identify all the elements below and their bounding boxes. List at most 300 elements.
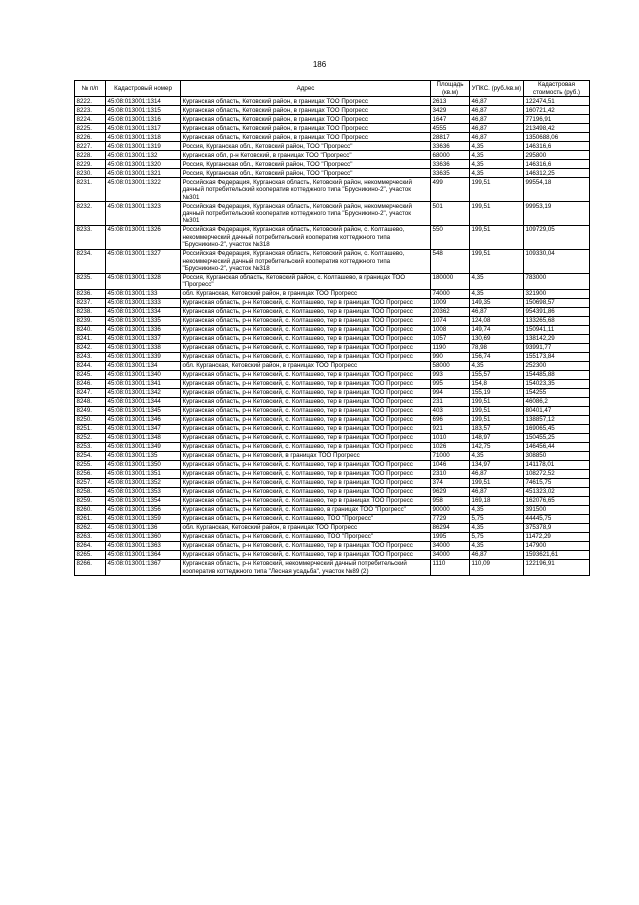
cell-cadastral-number: 45:08:013001:1337 xyxy=(106,335,181,344)
cell-num: 8231. xyxy=(75,178,106,202)
cell-num: 8241. xyxy=(75,335,106,344)
cell-num: 8238. xyxy=(75,308,106,317)
cell-upks: 4,35 xyxy=(470,151,524,160)
cell-address: Российская Федерация, Курганская область, Кетовский район, с. Колташево, некоммерческий дачный потребительский кооператив коттеджного типа "Брусникино-2", участок №318 xyxy=(181,249,431,273)
header-upks: УПКС. (руб./кв.м) xyxy=(470,81,524,97)
cell-num: 8260. xyxy=(75,506,106,515)
table-row xyxy=(75,249,590,273)
cell-cadastral-cost: 391500 xyxy=(524,506,590,515)
cell-num: 8264. xyxy=(75,542,106,551)
cell-cadastral-number: 45:08:013001:1339 xyxy=(106,353,181,362)
cell-area: 1190 xyxy=(431,344,470,353)
cell-address: Курганская область, р-н Кетовский, с. Колташево, тер в границах ТОО Прогресс xyxy=(181,461,431,470)
cell-upks: 124,08 xyxy=(470,317,524,326)
cell-cadastral-cost: 122474,51 xyxy=(524,97,590,106)
cell-upks: 199,51 xyxy=(470,407,524,416)
cell-cadastral-cost: 295800 xyxy=(524,151,590,160)
table-row xyxy=(75,308,590,317)
cell-area: 1010 xyxy=(431,434,470,443)
table-row xyxy=(75,524,590,533)
cell-cadastral-cost: 169065,45 xyxy=(524,425,590,434)
table-row xyxy=(75,497,590,506)
cell-cadastral-cost: 954391,86 xyxy=(524,308,590,317)
cell-cadastral-cost: 122196,91 xyxy=(524,560,590,576)
cell-address: Курганская область, р-н Кетовский, с. Колташево, тер в границах ТОО Прогресс xyxy=(181,488,431,497)
cell-area: 2613 xyxy=(431,97,470,106)
cell-upks: 46,87 xyxy=(470,551,524,560)
cell-address: Курганская область, р-н Кетовский, с. Колташево, тер в границах ТОО Прогресс xyxy=(181,389,431,398)
cell-cadastral-cost: 133265,68 xyxy=(524,317,590,326)
cell-upks: 4,35 xyxy=(470,452,524,461)
cell-cadastral-cost: 93991,77 xyxy=(524,344,590,353)
cell-cadastral-cost: 11472,29 xyxy=(524,533,590,542)
cell-cadastral-cost: 1593621,61 xyxy=(524,551,590,560)
cell-area: 33636 xyxy=(431,160,470,169)
cell-cadastral-number: 45:08:013001:1340 xyxy=(106,371,181,380)
table-row xyxy=(75,470,590,479)
cell-address: Курганская область, Кетовский район, в границах ТОО Прогресс xyxy=(181,124,431,133)
cell-area: 548 xyxy=(431,249,470,273)
table-row xyxy=(75,169,590,178)
table-row xyxy=(75,560,590,576)
cell-num: 8263. xyxy=(75,533,106,542)
cell-cadastral-cost: 99953,19 xyxy=(524,202,590,226)
cell-num: 8256. xyxy=(75,470,106,479)
cell-cadastral-number: 45:08:013001:1320 xyxy=(106,160,181,169)
cell-upks: 5,75 xyxy=(470,515,524,524)
cell-address: Курганская область, р-н Кетовский, с. Колташево, тер в границах ТОО Прогресс xyxy=(181,443,431,452)
cell-address: Курганская область, р-н Кетовский, с. Колташево, тер в границах ТОО Прогресс xyxy=(181,380,431,389)
cell-area: 1046 xyxy=(431,461,470,470)
cell-upks: 4,35 xyxy=(470,169,524,178)
cell-num: 8239. xyxy=(75,317,106,326)
cell-area: 1057 xyxy=(431,335,470,344)
cell-address: Курганская область, р-н Кетовский, в границах ТОО Прогресс xyxy=(181,452,431,461)
cell-upks: 169,18 xyxy=(470,497,524,506)
cell-cadastral-cost: 80401,47 xyxy=(524,407,590,416)
cell-cadastral-cost: 321900 xyxy=(524,290,590,299)
table-row xyxy=(75,479,590,488)
cell-address: Курганская область, р-н Кетовский, с. Колташево, тер в границах ТОО Прогресс xyxy=(181,434,431,443)
table-row xyxy=(75,299,590,308)
cell-num: 8258. xyxy=(75,488,106,497)
cell-area: 1009 xyxy=(431,299,470,308)
cell-num: 8250. xyxy=(75,416,106,425)
cell-cadastral-cost: 252300 xyxy=(524,362,590,371)
cell-cadastral-number: 45:08:013001:1321 xyxy=(106,169,181,178)
cell-upks: 156,74 xyxy=(470,353,524,362)
cell-area: 696 xyxy=(431,416,470,425)
cell-cadastral-number: 45:08:013001:1356 xyxy=(106,506,181,515)
cell-area: 1995 xyxy=(431,533,470,542)
cell-area: 34000 xyxy=(431,542,470,551)
table-row xyxy=(75,434,590,443)
table-row xyxy=(75,226,590,250)
cell-num: 8237. xyxy=(75,299,106,308)
cell-area: 2310 xyxy=(431,470,470,479)
cell-num: 8248. xyxy=(75,398,106,407)
cell-num: 8255. xyxy=(75,461,106,470)
cell-num: 8259. xyxy=(75,497,106,506)
cell-num: 8222. xyxy=(75,97,106,106)
cell-cadastral-cost: 109330,04 xyxy=(524,249,590,273)
cell-num: 8240. xyxy=(75,326,106,335)
cell-cadastral-number: 45:08:013001:1353 xyxy=(106,488,181,497)
cell-num: 8251. xyxy=(75,425,106,434)
cell-cadastral-number: 45:08:013001:1336 xyxy=(106,326,181,335)
cell-num: 8236. xyxy=(75,290,106,299)
cell-area: 1026 xyxy=(431,443,470,452)
cell-area: 86294 xyxy=(431,524,470,533)
header-cadastral-number: Кадастровый номер xyxy=(106,81,181,97)
cell-address: обл. Курганская, Кетовский район, в границах ТОО Прогресс xyxy=(181,290,431,299)
cell-upks: 4,35 xyxy=(470,160,524,169)
page-number: 186 xyxy=(312,60,327,69)
cell-area: 1647 xyxy=(431,115,470,124)
table-row xyxy=(75,425,590,434)
cell-address: Курганская область, р-н Кетовский, с. Колташево, тер в границах ТОО Прогресс xyxy=(181,470,431,479)
cell-num: 8227. xyxy=(75,142,106,151)
cell-area: 28817 xyxy=(431,133,470,142)
cell-area: 994 xyxy=(431,389,470,398)
table-row xyxy=(75,106,590,115)
cell-address: Курганская область, р-н Кетовский, с. Колташево, тер в границах ТОО Прогресс xyxy=(181,371,431,380)
table-row xyxy=(75,452,590,461)
cell-area: 499 xyxy=(431,178,470,202)
cell-cadastral-number: 45:08:013001:1346 xyxy=(106,416,181,425)
cell-cadastral-number: 45:08:013001:1359 xyxy=(106,515,181,524)
cell-address: Российская Федерация, Курганская область, Кетовский район, с. Колташево, некоммерческий дачный потребительский кооператив коттеджного типа "Брусникино-2", участок №318 xyxy=(181,226,431,250)
table-row xyxy=(75,115,590,124)
table-row xyxy=(75,389,590,398)
cell-upks: 4,35 xyxy=(470,542,524,551)
cell-cadastral-cost: 213498,42 xyxy=(524,124,590,133)
cell-address: Россия, Курганская обл., Кетовский район, ТОО "Прогресс" xyxy=(181,160,431,169)
cell-upks: 4,35 xyxy=(470,362,524,371)
cell-cadastral-cost: 77196,91 xyxy=(524,115,590,124)
cell-upks: 4,35 xyxy=(470,524,524,533)
cell-cadastral-number: 45:08:013001:1333 xyxy=(106,299,181,308)
cell-area: 231 xyxy=(431,398,470,407)
cell-cadastral-number: 45:08:013001:135 xyxy=(106,452,181,461)
cell-area: 33635 xyxy=(431,169,470,178)
table-body xyxy=(75,97,590,576)
cell-cadastral-cost: 138142,29 xyxy=(524,335,590,344)
cell-cadastral-cost: 146312,25 xyxy=(524,169,590,178)
cell-upks: 199,51 xyxy=(470,178,524,202)
table-row xyxy=(75,488,590,497)
cell-address: Курганская область, р-н Кетовский, некоммерческий дачный потребительский кооператив коттеджного типа "Лесная усадьба", участок №89 (2) xyxy=(181,560,431,576)
cell-cadastral-number: 45:08:013001:1341 xyxy=(106,380,181,389)
cell-address: обл. Курганская, Кетовский район, в границах ТОО Прогресс xyxy=(181,362,431,371)
cell-upks: 199,51 xyxy=(470,202,524,226)
cell-num: 8228. xyxy=(75,151,106,160)
cell-upks: 4,35 xyxy=(470,273,524,289)
cell-num: 8245. xyxy=(75,371,106,380)
table-row xyxy=(75,461,590,470)
cell-cadastral-cost: 108272,52 xyxy=(524,470,590,479)
cell-address: Курганская область, Кетовский район, в границах ТОО Прогресс xyxy=(181,106,431,115)
cell-address: Курганская область, р-н Кетовский, с. Колташево, тер в границах ТОО Прогресс xyxy=(181,407,431,416)
cell-area: 180000 xyxy=(431,273,470,289)
cell-cadastral-number: 45:08:013001:1317 xyxy=(106,124,181,133)
cell-cadastral-number: 45:08:013001:132 xyxy=(106,151,181,160)
cell-upks: 46,87 xyxy=(470,488,524,497)
cell-area: 958 xyxy=(431,497,470,506)
cell-upks: 199,51 xyxy=(470,226,524,250)
cell-num: 8225. xyxy=(75,124,106,133)
cell-num: 8232. xyxy=(75,202,106,226)
header-area: Площадь (кв.м) xyxy=(431,81,470,97)
cell-area: 990 xyxy=(431,353,470,362)
cell-area: 58000 xyxy=(431,362,470,371)
cell-num: 8247. xyxy=(75,389,106,398)
cell-cadastral-cost: 150455,25 xyxy=(524,434,590,443)
header-num: № п/п xyxy=(75,81,106,97)
cell-upks: 148,97 xyxy=(470,434,524,443)
cell-num: 8261. xyxy=(75,515,106,524)
table-header xyxy=(75,81,590,97)
cell-upks: 46,87 xyxy=(470,308,524,317)
table-row xyxy=(75,202,590,226)
cell-cadastral-number: 45:08:013001:1351 xyxy=(106,470,181,479)
header-row xyxy=(75,81,590,97)
cell-area: 90000 xyxy=(431,506,470,515)
cell-cadastral-number: 45:08:013001:1363 xyxy=(106,542,181,551)
cell-upks: 199,51 xyxy=(470,479,524,488)
cell-address: Курганская область, Кетовский район, в границах ТОО Прогресс xyxy=(181,115,431,124)
cell-cadastral-cost: 99554,18 xyxy=(524,178,590,202)
cell-num: 8249. xyxy=(75,407,106,416)
cell-cadastral-number: 45:08:013001:1345 xyxy=(106,407,181,416)
cell-num: 8235. xyxy=(75,273,106,289)
cell-num: 8234. xyxy=(75,249,106,273)
cell-cadastral-number: 45:08:013001:1322 xyxy=(106,178,181,202)
table-row xyxy=(75,371,590,380)
cell-address: Курганская область, р-н Кетовский, с. Колташево, тер в границах ТОО Прогресс xyxy=(181,398,431,407)
cell-address: Курганская область, р-н Кетовский, с. Колташево, тер в границах ТОО Прогресс xyxy=(181,479,431,488)
cell-cadastral-number: 45:08:013001:1326 xyxy=(106,226,181,250)
header-address: Адрес xyxy=(181,81,431,97)
cell-address: Курганская область, р-н Кетовский, с. Колташево, тер в границах ТОО Прогресс xyxy=(181,344,431,353)
cell-cadastral-number: 45:08:013001:1334 xyxy=(106,308,181,317)
cell-area: 550 xyxy=(431,226,470,250)
cell-cadastral-cost: 46086,2 xyxy=(524,398,590,407)
cell-area: 1110 xyxy=(431,560,470,576)
cell-cadastral-cost: 308850 xyxy=(524,452,590,461)
cell-upks: 130,69 xyxy=(470,335,524,344)
cell-num: 8224. xyxy=(75,115,106,124)
cell-cadastral-cost: 375378,9 xyxy=(524,524,590,533)
cell-address: Россия, Курганская область, Кетовский район, с. Колташево, в границах ТОО "Прогресс" xyxy=(181,273,431,289)
cell-cadastral-number: 45:08:013001:1323 xyxy=(106,202,181,226)
cell-num: 8226. xyxy=(75,133,106,142)
cell-cadastral-number: 45:08:013001:1342 xyxy=(106,389,181,398)
cell-address: Курганская область, Кетовский район, в границах ТОО Прогресс xyxy=(181,97,431,106)
cell-cadastral-cost: 154255 xyxy=(524,389,590,398)
cell-upks: 46,87 xyxy=(470,115,524,124)
cell-address: обл. Курганская, Кетовский район, в границах ТОО Прогресс xyxy=(181,524,431,533)
cell-area: 1008 xyxy=(431,326,470,335)
cell-cadastral-number: 45:08:013001:133 xyxy=(106,290,181,299)
cell-area: 34000 xyxy=(431,551,470,560)
cell-address: Курганская область, р-н Кетовский, с. Колташево, тер в границах ТОО Прогресс xyxy=(181,542,431,551)
cell-address: Курганская область, р-н Кетовский, с. Колташево, тер в границах ТОО Прогресс xyxy=(181,416,431,425)
cell-area: 33636 xyxy=(431,142,470,151)
cell-address: Курганская область, р-н Кетовский, с. Колташево, тер в границах ТОО Прогресс xyxy=(181,497,431,506)
cell-cadastral-number: 45:08:013001:1315 xyxy=(106,106,181,115)
cell-upks: 46,87 xyxy=(470,470,524,479)
table-row xyxy=(75,542,590,551)
cell-cadastral-number: 45:08:013001:1348 xyxy=(106,434,181,443)
cell-cadastral-cost: 783000 xyxy=(524,273,590,289)
table-row xyxy=(75,506,590,515)
header-cadastral-cost: Кадастровая стоимость (руб.) xyxy=(524,81,590,97)
cell-cadastral-number: 45:08:013001:1347 xyxy=(106,425,181,434)
table-row xyxy=(75,407,590,416)
cell-num: 8230. xyxy=(75,169,106,178)
cell-cadastral-number: 45:08:013001:136 xyxy=(106,524,181,533)
cell-cadastral-cost: 162076,65 xyxy=(524,497,590,506)
cell-cadastral-number: 45:08:013001:1350 xyxy=(106,461,181,470)
table-row xyxy=(75,551,590,560)
cell-cadastral-cost: 160721,42 xyxy=(524,106,590,115)
cell-cadastral-number: 45:08:013001:1360 xyxy=(106,533,181,542)
cell-cadastral-number: 45:08:013001:1364 xyxy=(106,551,181,560)
cell-address: Курганская область, р-н Кетовский, с. Колташево, тер в границах ТОО Прогресс xyxy=(181,299,431,308)
table-row xyxy=(75,344,590,353)
cell-num: 8253. xyxy=(75,443,106,452)
cell-upks: 149,74 xyxy=(470,326,524,335)
cell-cadastral-number: 45:08:013001:1316 xyxy=(106,115,181,124)
cell-address: Россия, Курганская обл., Кетовский район, ТОО "Прогресс" xyxy=(181,169,431,178)
cell-cadastral-cost: 146456,44 xyxy=(524,443,590,452)
cell-area: 4555 xyxy=(431,124,470,133)
cell-address: Курганская область, р-н Кетовский, с. Колташево, тер в границах ТОО Прогресс xyxy=(181,308,431,317)
cell-cadastral-cost: 146316,6 xyxy=(524,160,590,169)
table-row xyxy=(75,326,590,335)
cell-address: Курганская область, р-н Кетовский, с. Колташево, тер в границах ТОО Прогресс xyxy=(181,551,431,560)
cell-address: Курганская область, р-н Кетовский, с. Колташево, тер в границах ТОО Прогресс xyxy=(181,425,431,434)
cell-address: Курганская область, р-н Кетовский, с. Колташево, в границах ТОО "Прогресс" xyxy=(181,506,431,515)
cell-num: 8244. xyxy=(75,362,106,371)
cell-upks: 46,87 xyxy=(470,97,524,106)
cell-cadastral-cost: 146316,6 xyxy=(524,142,590,151)
table-row xyxy=(75,380,590,389)
cell-cadastral-number: 45:08:013001:1328 xyxy=(106,273,181,289)
cell-area: 993 xyxy=(431,371,470,380)
cell-upks: 155,19 xyxy=(470,389,524,398)
table-row xyxy=(75,362,590,371)
cell-cadastral-number: 45:08:013001:1338 xyxy=(106,344,181,353)
cell-upks: 46,87 xyxy=(470,106,524,115)
table-row xyxy=(75,335,590,344)
cell-cadastral-number: 45:08:013001:1314 xyxy=(106,97,181,106)
cell-cadastral-cost: 150941,11 xyxy=(524,326,590,335)
cell-cadastral-cost: 154485,88 xyxy=(524,371,590,380)
cell-num: 8266. xyxy=(75,560,106,576)
cell-address: Российская Федерация, Курганская область, Кетовский район, некоммерческий дачный потребительский кооператив коттеджного типа "Брусникино-2", участок №301 xyxy=(181,178,431,202)
cell-cadastral-number: 45:08:013001:1352 xyxy=(106,479,181,488)
cell-address: Курганская область, р-н Кетовский, с. Колташево, тер в границах ТОО Прогресс xyxy=(181,317,431,326)
cell-cadastral-number: 45:08:013001:1354 xyxy=(106,497,181,506)
cell-cadastral-cost: 141178,01 xyxy=(524,461,590,470)
cell-num: 8246. xyxy=(75,380,106,389)
table-row xyxy=(75,398,590,407)
table-row xyxy=(75,124,590,133)
cell-area: 68000 xyxy=(431,151,470,160)
cell-cadastral-cost: 155173,84 xyxy=(524,353,590,362)
cell-num: 8257. xyxy=(75,479,106,488)
cell-num: 8243. xyxy=(75,353,106,362)
table-row xyxy=(75,353,590,362)
cell-upks: 142,75 xyxy=(470,443,524,452)
cell-area: 7729 xyxy=(431,515,470,524)
cell-num: 8254. xyxy=(75,452,106,461)
cell-cadastral-number: 45:08:013001:1318 xyxy=(106,133,181,142)
table-row xyxy=(75,151,590,160)
cell-address: Российская Федерация, Курганская область, Кетовский район, некоммерческий дачный потребительский кооператив коттеджного типа "Брусникино-2", участок №301 xyxy=(181,202,431,226)
cell-cadastral-cost: 1350688,06 xyxy=(524,133,590,142)
cell-cadastral-cost: 150698,57 xyxy=(524,299,590,308)
cell-cadastral-number: 45:08:013001:1327 xyxy=(106,249,181,273)
table-row xyxy=(75,290,590,299)
cell-upks: 154,8 xyxy=(470,380,524,389)
cell-upks: 149,35 xyxy=(470,299,524,308)
cell-area: 9629 xyxy=(431,488,470,497)
cell-num: 8242. xyxy=(75,344,106,353)
cell-cadastral-number: 45:08:013001:1349 xyxy=(106,443,181,452)
cell-upks: 4,35 xyxy=(470,506,524,515)
cell-num: 8229. xyxy=(75,160,106,169)
cell-area: 74000 xyxy=(431,290,470,299)
cell-address: Курганская обл, р-н Кетовский, в границах ТОО "Прогресс" xyxy=(181,151,431,160)
cell-upks: 4,35 xyxy=(470,290,524,299)
cell-address: Курганская область, р-н Кетовский, с. Колташево, тер в границах ТОО Прогресс xyxy=(181,353,431,362)
cell-cadastral-cost: 74615,75 xyxy=(524,479,590,488)
cell-area: 3429 xyxy=(431,106,470,115)
cell-cadastral-number: 45:08:013001:1319 xyxy=(106,142,181,151)
cell-upks: 78,98 xyxy=(470,344,524,353)
cell-num: 8265. xyxy=(75,551,106,560)
table-row xyxy=(75,133,590,142)
table-row xyxy=(75,273,590,289)
cell-upks: 4,35 xyxy=(470,142,524,151)
cell-area: 921 xyxy=(431,425,470,434)
cadastral-table xyxy=(74,80,590,576)
cell-cadastral-cost: 147900 xyxy=(524,542,590,551)
cell-cadastral-cost: 44445,75 xyxy=(524,515,590,524)
cell-cadastral-number: 45:08:013001:1367 xyxy=(106,560,181,576)
cell-upks: 155,57 xyxy=(470,371,524,380)
cell-cadastral-cost: 451323,02 xyxy=(524,488,590,497)
cell-num: 8223. xyxy=(75,106,106,115)
table-row xyxy=(75,178,590,202)
cell-area: 374 xyxy=(431,479,470,488)
cell-upks: 199,51 xyxy=(470,416,524,425)
cell-area: 1074 xyxy=(431,317,470,326)
cell-area: 501 xyxy=(431,202,470,226)
cell-cadastral-cost: 154023,35 xyxy=(524,380,590,389)
table-row xyxy=(75,515,590,524)
table-row xyxy=(75,142,590,151)
table-row xyxy=(75,317,590,326)
cell-upks: 199,51 xyxy=(470,249,524,273)
cell-area: 995 xyxy=(431,380,470,389)
cell-address: Курганская область, р-н Кетовский, с. Колташево, тер в границах ТОО Прогресс xyxy=(181,335,431,344)
cell-address: Курганская область, р-н Кетовский, с. Колташево, ТОО "Прогресс" xyxy=(181,533,431,542)
cell-upks: 199,51 xyxy=(470,398,524,407)
